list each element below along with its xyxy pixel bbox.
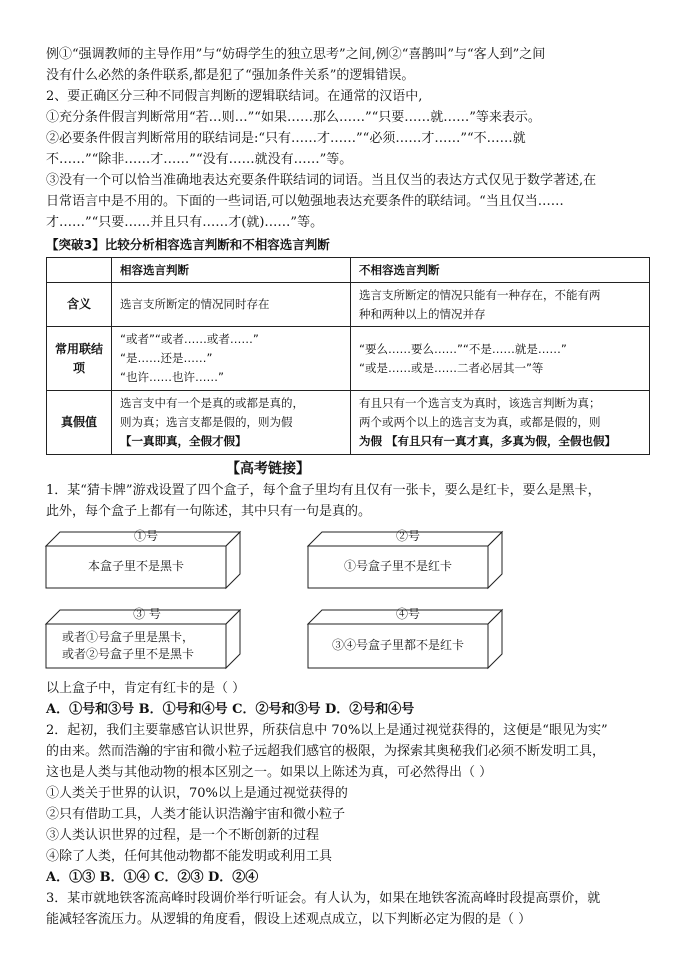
q2-stem-1: 2．起初，我们主要靠感官认识世界，所获信息中 70%以上是通过视觉获得的，这便是“眼见为实”: [46, 723, 608, 738]
cell-line-rule: 【一真即真，全假才假】: [120, 434, 247, 448]
cell-line: “是……还是……”: [120, 351, 213, 365]
cell-meaning-compatible: [112, 283, 351, 327]
cell-meaning-incompatible: [351, 283, 650, 327]
cell-truth-incompatible: [351, 391, 650, 455]
table-row: [47, 283, 650, 327]
box-2: [308, 529, 502, 580]
q2-item-2: ②只有借助工具，人类才能认识浩瀚宇宙和微小粒子: [46, 807, 346, 822]
breakthrough-title: 【突破3】比较分析相容选言判断和不相容选言判断: [46, 237, 330, 252]
box-3-text-1: 或者①号盒子里是黑卡，: [62, 630, 195, 644]
q2-stem-3: 这也是人类与其他动物的根本区别之一。如果以上陈述为真，可必然得出（ ）: [46, 765, 493, 780]
point-2-sufficient: ①充分条件假言判断常用“若…则…”“如果……那么……”“只要……就……”等来表示。: [46, 110, 541, 125]
q3-stem-2: 能减轻客流压力。从逻辑的角度看，假设上述观点成立，以下判断必定为假的是（ ）: [46, 912, 532, 927]
cell-line: “要么……要么……”“不是……就是……”: [359, 341, 567, 356]
box-3: [46, 607, 240, 661]
table-header-compatible: 相容选言判断: [112, 258, 351, 283]
point-2-iff-3: 才……”“只要……并且只有……才(就)……”等。: [46, 215, 324, 230]
box-1: [46, 529, 240, 580]
cell-line: “或者”“或者……或者……”: [120, 332, 259, 346]
q2-options: A．①③ B．①④ C．②③ D．②④: [46, 870, 259, 885]
table-header-blank: [47, 258, 112, 283]
q1-stem-2: 此外，每个盒子上都有一句陈述，其中只有一句是真的。: [46, 504, 372, 519]
comparison-table: [46, 257, 650, 455]
q1-options: A．①号和③号 B．①号和④号 C．②号和③号 D．②号和④号: [46, 702, 415, 717]
row-label-truth: 真假值: [47, 391, 112, 455]
box-3-label: ③ 号: [133, 607, 161, 621]
box-2-text: ①号盒子里不是红卡: [343, 559, 452, 573]
q2-item-4: ④除了人类，任何其他动物都不能发明或利用工具: [46, 849, 333, 864]
box-1-label: ①号: [133, 529, 158, 543]
cell-truth-compatible: [112, 391, 351, 455]
row-label-meaning: 含义: [47, 283, 112, 327]
table-row: [47, 391, 650, 455]
cell-line: “或是……或是……二者必居其一”等: [359, 360, 544, 375]
q3-stem-1: 3．某市就地铁客流高峰时段调价举行听证会。有人认为，如果在地铁客流高峰时段提高票价，就: [46, 891, 601, 906]
q1-stem-1: 1．某“猜卡牌”游戏设置了四个盒子，每个盒子里均有且仅有一张卡，要么是红卡，要么是黑卡，: [46, 483, 601, 498]
intro-line-1: 例①“强调教师的主导作用”与“妨碍学生的独立思考”之间,例②“喜鹊叫”与“客人到”之间: [46, 47, 546, 62]
box-4-label: ④号: [395, 607, 420, 621]
row-label-connectives: 常用联结项: [47, 327, 112, 391]
box-1-text: 本盒子里不是黑卡: [87, 559, 184, 573]
cell-line-rule: 为假 【有且只有一真才真，多真为假，全假也假】: [359, 434, 617, 448]
cell-line: “也许……也许……”: [120, 370, 224, 384]
document-page: [46, 44, 652, 930]
q1-ask: 以上盒子中，肯定有红卡的是（ ）: [46, 681, 246, 696]
q2-item-1: ①人类关于世界的认识，70%以上是通过视觉获得的: [46, 786, 348, 801]
box-3-text-2: 或者②号盒子里不是黑卡: [62, 647, 195, 661]
cell-line: 有且只有一个选言支为真时，该选言判断为真；: [359, 396, 601, 410]
point-2-necessary-2: 不……”“除非……才……”“没有……就没有……”等。: [46, 152, 353, 167]
table-header-incompatible: 不相容选言判断: [351, 258, 650, 283]
cell-line: 则为真；选言支都是假的，则为假: [120, 415, 293, 429]
point-2-iff-1: ③没有一个可以恰当准确地表达充要条件联结词的词语。当且仅当的表达方式仅见于数学著述,在: [46, 173, 597, 188]
gaokao-title: 【高考链接】: [226, 461, 310, 477]
table-row: [47, 327, 650, 391]
point-2-title: 2、要正确区分三种不同假言判断的逻辑联结词。在通常的汉语中,: [46, 89, 423, 104]
q2-item-3: ③人类认识世界的过程，是一个不断创新的过程: [46, 828, 320, 843]
q2-stem-2: 的由来。然而浩瀚的宇宙和微小粒子远超我们感官的极限，为探索其奥秘我们必须不断发明工具，: [46, 744, 606, 759]
intro-line-2: 没有什么必然的条件联系,都是犯了“强加条件关系”的逻辑错误。: [46, 68, 415, 83]
box-4-text: ③④号盒子里都不是红卡: [331, 638, 464, 652]
box-4: [308, 607, 502, 658]
card-boxes: [46, 526, 652, 678]
cell-connectives-compatible: [112, 327, 351, 391]
cell-connectives-incompatible: [351, 327, 650, 391]
cell-line: 两个或两个以上的选言支为真，或都是假的，则: [359, 415, 601, 429]
point-2-necessary-1: ②必要条件假言判断常用的联结词是:“只有……才……”“必须……才……”“不……就: [46, 131, 526, 146]
cell-line: 种和两种以上的情况并存: [359, 306, 486, 321]
cell-line: 选言支中有一个是真的或都是真的，: [120, 396, 304, 410]
point-2-iff-2: 日常语言中是不用的。下面的一些词语,可以勉强地表达充要条件的联结词。“当且仅当……: [46, 194, 564, 209]
cell-line: 选言支所断定的情况只能有一种存在，不能有两: [359, 287, 601, 302]
cell-line: 选言支所断定的情况同时存在: [120, 297, 270, 311]
box-2-label: ②号: [395, 529, 420, 543]
table-header-row: [47, 258, 650, 283]
